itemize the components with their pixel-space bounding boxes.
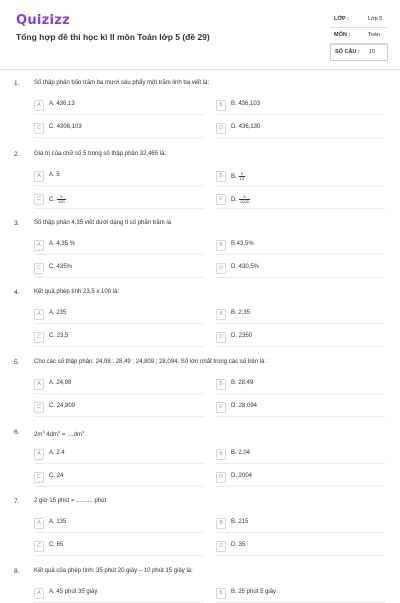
option-b[interactable] [216,240,386,252]
option-b[interactable] [216,518,386,530]
meta-label: LỚP : [334,16,349,22]
option-underline [216,323,386,324]
exponent: 3 [57,429,61,434]
option-label: A. 5 [49,172,60,178]
option-label: B. 2.04 [231,450,251,456]
option-label: A. 436,13 [49,101,75,107]
option-label: A. 2.4 [49,450,65,456]
option-label: D. 35 [231,542,246,548]
option-b[interactable] [216,309,386,321]
quizizz-logo: Quizizz [16,13,71,28]
option-a[interactable] [34,379,204,391]
option-c[interactable] [34,541,204,553]
option-label: C. 4306,103 [49,124,82,130]
option-c[interactable] [34,263,204,275]
option-label: B. 436,103 [231,101,261,107]
option-letter-badge: A [34,379,44,390]
option-a[interactable] [34,449,204,461]
option-letter-badge: B [216,588,226,599]
option-label: A. 24,98 [49,380,72,386]
option-label: C. 24 [49,473,64,479]
option-text [231,333,252,339]
option-underline [216,208,386,209]
option-underline [34,393,204,394]
option-underline [34,137,204,138]
option-label: D. 430,5% [231,264,260,270]
option-d[interactable] [216,263,386,275]
option-letter-badge: B [216,379,226,390]
option-text [49,519,66,525]
meta-value: Lớp 5 [368,16,383,22]
option-underline [34,346,204,347]
fraction-numerator: 5 [239,195,250,200]
meta-row-subject [330,28,388,44]
option-text [231,101,260,107]
option-letter-badge: D [216,123,226,134]
fraction-numerator: 5 [57,195,66,200]
option-label: D. 2350 [231,333,253,339]
option-underline [34,532,204,533]
option-label: D. [231,197,237,204]
meta-row-class [330,12,388,28]
option-letter-badge: B [216,449,226,460]
option-label: B.43,5% [231,241,254,247]
option-label: D. 436,130 [231,124,261,130]
option-letter-badge: C [34,332,44,343]
option-underline [216,555,386,556]
option-label: A. 45 phút 35 giây [49,589,98,595]
option-letter-badge: B [216,171,226,182]
meta-label: SỐ CÂU : [335,49,360,55]
option-label: C. 65 [49,542,64,548]
fraction-numerator: 5 [239,172,245,177]
option-a[interactable] [34,171,204,183]
option-letter-badge: A [34,588,44,599]
option-letter-badge: D [216,402,226,413]
fraction [57,195,66,204]
option-text [49,380,71,386]
option-d[interactable] [216,472,386,484]
option-label: B. 2,35 [231,310,251,316]
option-text [231,589,276,595]
meta-value: 10 [369,49,376,55]
worksheet-header [0,0,400,70]
option-text [231,542,245,548]
option-underline [216,486,386,487]
option-a[interactable] [34,100,204,112]
option-b[interactable] [216,379,386,391]
option-letter-badge: A [34,171,44,182]
option-letter-badge: D [216,263,226,274]
option-label: A. 4,35 % [49,241,76,247]
option-a[interactable] [34,309,204,321]
option-b[interactable] [216,171,386,183]
option-underline [34,254,204,255]
option-text [49,333,68,339]
option-text [49,310,66,316]
option-underline [34,463,204,464]
option-text [49,101,75,107]
option-text [49,542,63,548]
option-text [231,450,250,456]
exponent: 3 [42,429,45,434]
option-letter-badge: B [216,518,226,529]
exponent: 3 [82,429,85,434]
option-label: B. [231,174,237,181]
option-letter-badge: C [34,402,44,413]
option-c[interactable] [34,194,204,206]
option-underline [34,323,204,324]
option-text [49,124,82,130]
option-text [49,473,63,479]
option-letter-badge: D [216,194,226,205]
option-letter-badge: A [34,449,44,460]
option-letter-badge: A [34,518,44,529]
option-a[interactable] [34,588,204,600]
option-underline [216,137,386,138]
option-text [231,403,257,409]
question-number: 6. [14,429,20,436]
option-text [231,241,254,247]
option-letter-badge: C [34,194,44,205]
option-d[interactable] [216,123,386,135]
meta-value: Toán [368,32,380,38]
header-divider [0,69,400,70]
option-underline [216,532,386,533]
option-underline [216,416,386,417]
question-number: 1. [14,80,20,87]
option-letter-badge: D [216,332,226,343]
option-d[interactable] [216,194,386,206]
option-label: B. 28,49 [231,380,254,386]
fraction [239,195,250,204]
option-b[interactable] [216,449,386,461]
meta-row-count [330,44,388,61]
question-number: 3. [14,220,20,227]
option-letter-badge: C [34,541,44,552]
option-underline [34,555,204,556]
option-letter-badge: A [34,240,44,251]
option-label: D. 28,094 [231,403,258,409]
meta-label: MÔN : [334,32,351,38]
question-text: Kết quả phép tính 23,5 x 100 là: [34,289,120,295]
option-label: C. 23,5 [49,333,69,339]
option-letter-badge: B [216,240,226,251]
question-number: 5. [14,359,20,366]
option-a[interactable] [34,240,204,252]
option-text [49,450,65,456]
question-text: Giá trị của chữ số 5 trong số thập phân 32,465 là: [34,151,167,157]
fraction-denominator: 100 [58,199,65,204]
option-label: B. 215 [231,519,249,525]
option-c[interactable] [34,472,204,484]
fraction [239,172,245,181]
option-letter-badge: C [34,123,44,134]
fraction-denominator: 10 [239,176,245,181]
option-b[interactable] [216,100,386,112]
question-text: Số thập phân bốn trăm ba mươi sáu phẩy một trăm linh ba viết là: [34,80,210,86]
option-letter-badge: C [34,263,44,274]
option-d[interactable] [216,332,386,344]
option-underline [34,277,204,278]
option-a[interactable] [34,518,204,530]
text-part: 4dm [44,432,58,438]
option-letter-badge: D [216,541,226,552]
option-label: C. [49,197,55,204]
question-text: 2 giờ 15 phút = .......... phút [34,498,107,504]
option-underline [34,114,204,115]
option-underline [216,463,386,464]
option-underline [34,185,204,186]
option-text [231,172,245,181]
option-letter-badge: A [34,309,44,320]
option-letter-badge: A [34,100,44,111]
option-label: B. 25 phút 5 giây [231,589,277,595]
option-underline [216,254,386,255]
option-label: A. 235 [49,310,67,316]
text-part: = ....dm [60,432,82,438]
option-label: C. 435% [49,264,73,270]
option-underline [216,185,386,186]
option-letter-badge: B [216,100,226,111]
question-number: 2. [14,151,20,158]
question-text [34,429,84,438]
option-text [231,264,259,270]
option-text [231,519,248,525]
option-text [49,264,72,270]
worksheet-meta [330,12,388,61]
text-part: 2m [34,432,43,438]
option-text [231,124,260,130]
fraction-denominator: 1000 [240,199,249,204]
option-c[interactable] [34,402,204,414]
option-label: C. 24,809 [49,403,76,409]
question-text: Số thập phân 4,35 viết dưới dạng tỉ số phần trăm là [34,220,172,226]
option-letter-badge: C [34,472,44,483]
option-text [49,241,75,247]
option-text [231,380,253,386]
option-underline [34,486,204,487]
question-number: 8. [14,568,20,575]
option-letter-badge: D [216,472,226,483]
option-c[interactable] [34,332,204,344]
option-text [49,172,60,178]
question-text: Cho các số thập phân: 24,98 ; 28,49 ; 24,809 ; 28,094. Số lớn nhất trong các số trên là : [34,359,268,365]
option-underline [216,346,386,347]
option-label: A. 135 [49,519,67,525]
option-text [231,473,252,479]
option-underline [216,393,386,394]
option-text [231,310,250,316]
option-text [49,195,66,204]
option-text [231,195,250,204]
question-text: Kết quả của phép tính: 35 phút 20 giây – 10 phút 15 giây là: [34,568,193,574]
option-underline [216,114,386,115]
option-d[interactable] [216,402,386,414]
worksheet-title: Tổng hợp đề thi học kì II môn Toán lớp 5 (đề 29) [16,32,210,42]
question-number: 7. [14,498,20,505]
option-label: D. 2004 [231,473,253,479]
option-b[interactable] [216,588,386,600]
option-underline [216,277,386,278]
question-number: 4. [14,289,20,296]
option-c[interactable] [34,123,204,135]
option-text [49,403,75,409]
option-underline [34,416,204,417]
option-d[interactable] [216,541,386,553]
option-underline [34,208,204,209]
option-letter-badge: B [216,309,226,320]
option-text [49,589,97,595]
